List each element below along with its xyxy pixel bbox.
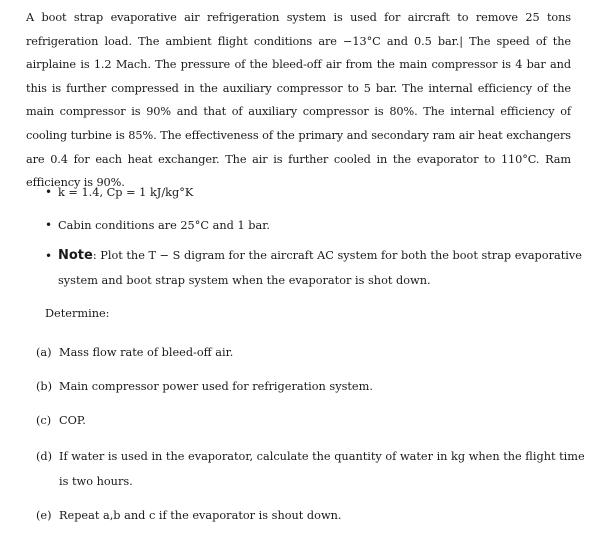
bullet-cabin-text: Cabin conditions are 25°C and 1 bar. [58,219,270,232]
note-label: Note [58,248,93,263]
item-text: Repeat a,b and c if the evaporator is shout down. [59,509,342,522]
problem-paragraph: A boot strap evaporative air refrigeration system is used for aircraft to remove 25 tons refrigeration load. The ambient flight conditions are −13°C and 0.5 bar.| The speed of the airplaine is 1.2 Mach. The pressure of the bleed-off air from the main compressor is 4 bar and this is further compressed in the auxiliary compressor to 5 bar. The internal efficiency of the main compressor is 90% and that of auxiliary compressor is 80%. The internal efficiency of cooling turbine is 85%. The effectiveness of the primary and secondary ram air heat exchangers are 0.4 for each heat exchanger. The air is further cooled in the evaporator to 110°C. Ram efficiency is 90%. [26,11,571,190]
item-d-continuation: is two hours. [59,475,133,488]
item-label: (d) [36,450,53,463]
item-e [36,509,342,522]
item-label: (e) [36,509,52,522]
bullet-constants-text: k = 1.4, Cp = 1 kJ/kg°K [58,186,194,199]
bullet-dot-icon: • [45,185,53,199]
note-line-1 [58,248,582,263]
bullet-dot-icon: • [45,249,53,263]
item-label: (c) [36,414,52,427]
item-text: If water is used in the evaporator, calculate the quantity of water in kg when the flight time [59,450,585,463]
item-label: (b) [36,380,53,393]
item-text: Mass flow rate of bleed-off air. [59,346,234,359]
item-d [36,450,585,463]
note-line-2: system and boot strap system when the evaporator is shot down. [58,274,431,287]
item-text: COP. [59,414,86,427]
item-text: Main compressor power used for refrigeration system. [59,380,373,393]
item-a [36,346,233,359]
bullet-dot-icon: • [45,218,53,232]
item-c [36,414,86,427]
item-b [36,380,373,393]
note-text: : Plot the T − S digram for the aircraft AC system for both the boot strap evaporative [92,249,582,262]
determine-heading: Determine: [45,307,110,320]
item-label: (a) [36,346,52,359]
